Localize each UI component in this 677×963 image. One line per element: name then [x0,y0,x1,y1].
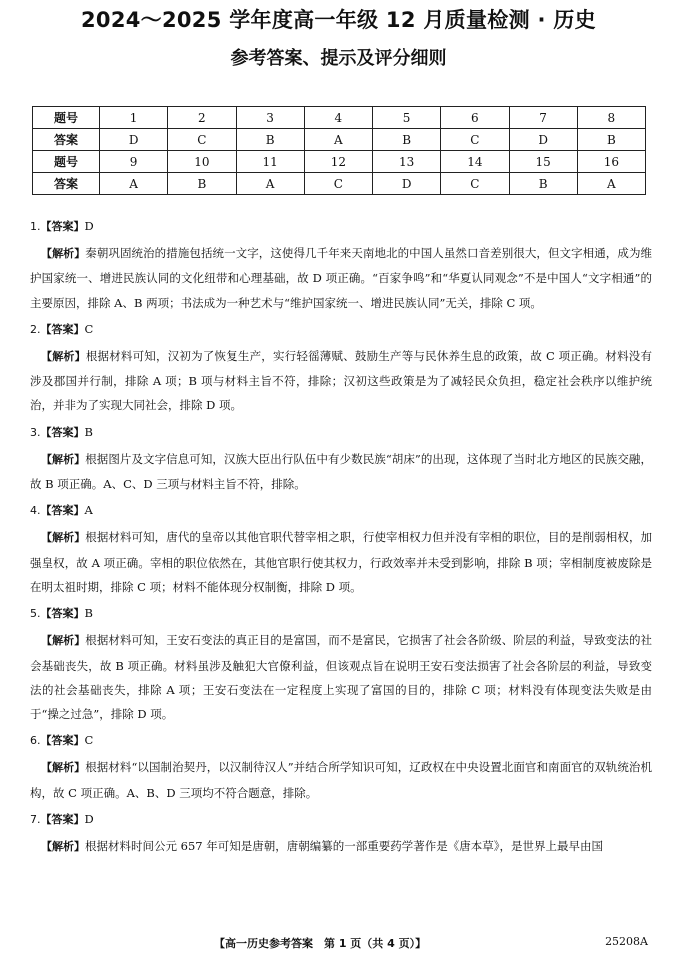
question-item [30,732,652,805]
answer-value: C [84,733,94,748]
explanation-tag: 【解析】 [41,634,86,648]
table-cell: B [373,129,441,151]
answer-table-row [33,173,646,195]
explanation-text: 根据材料“以国制治契丹，以汉制待汉人”并结合所学知识可知，辽政权在中央设置北面官和南面官的双轨统治机构，故 C 项正确。A、B、D 三项均不符合题意，排除。 [30,760,652,800]
explanation [30,628,652,726]
explanation-text: 根据材料可知，汉初为了恢复生产，实行轻徭薄赋、鼓励生产等与民休养生息的政策，故 C 项正确。材料没有涉及郡国并行制，排除 A 项；B 项与材料主旨不符，排除；汉初这些政策是为了减轻民众负担，稳定社会秩序以维护统治，并非为了实现大同社会，排除 D 项。 [30,348,653,413]
table-cell: 14 [441,151,509,173]
row-header: 题号 [33,151,100,173]
answer-table-row [33,151,646,173]
question-item [30,424,652,497]
footer-code: 25208A [605,935,648,948]
table-cell: A [304,129,372,151]
table-cell: 6 [441,107,509,129]
table-cell: B [168,173,236,195]
row-header: 题号 [33,107,100,129]
answer-tag: 【答案】 [40,220,85,233]
explanation-text: 根据材料时间公元 657 年可知是唐朝，唐朝编纂的一部重要药学著作是《唐本草》，是世界上最早由国 [85,839,604,854]
question-number: 7. [30,813,41,827]
question-item [30,321,652,418]
table-cell: C [168,129,236,151]
question-number: 1. [30,220,41,233]
answer-tag: 【答案】 [40,322,85,336]
answer-table-row [33,129,646,151]
table-cell: 10 [168,151,236,173]
table-cell: 1 [100,107,168,129]
table-cell: 15 [509,151,577,173]
answer-value: B [84,424,93,439]
question-item [30,502,652,599]
explanation-tag: 【解析】 [41,452,86,466]
answer-value: D [84,219,94,233]
answer-line [30,424,652,441]
answer-tag: 【答案】 [40,504,85,518]
table-cell: 3 [236,107,304,129]
explanation-tag: 【解析】 [41,840,85,854]
table-cell: 16 [577,151,645,173]
explanation-tag: 【解析】 [41,761,86,775]
answer-line [30,732,652,749]
question-number: 3. [30,425,41,439]
explanation-tag: 【解析】 [41,349,86,363]
answer-tag: 【答案】 [40,425,85,439]
explanation-tag: 【解析】 [41,531,86,545]
explanation-list [30,218,652,865]
table-cell: C [304,173,372,195]
explanation-text: 根据材料可知，唐代的皇帝以其他官职代替宰相之职，行使宰相权力但并没有宰相的职位，目的是削弱相权，加强皇权，故 A 项正确。宰相的职位依然在，其他官职行使其权力，行政效率并未受到影响，排除 B 项；宰相制度被废除是在明太祖时期，排除 C 项；材料不能体现分权制衡，排除 D 项。 [30,530,653,594]
explanation [30,241,652,315]
question-item [30,218,652,315]
table-cell: 4 [304,107,372,129]
question-number: 6. [30,734,41,748]
question-item [30,811,652,859]
answer-tag: 【答案】 [40,734,85,748]
table-cell: 9 [100,151,168,173]
answer-line [30,218,652,235]
explanation [30,447,652,497]
table-cell: 13 [373,151,441,173]
table-cell: 2 [168,107,236,129]
explanation-text: 秦朝巩固统治的措施包括统一文字，这使得几千年来天南地北的中国人虽然口音差别很大，但文字相通，成为维护国家统一、增进民族认同的文化纽带和心理基础，故 D 项正确。“百家争鸣”和“华夏认同观念”不是中国人“文字相通”的主要原因，排除 A、B 两项；书法成为一种艺术与“维护国家统一、增进民族认同”无关，排除 C 项。 [30,246,653,310]
table-cell: B [577,129,645,151]
explanation-text: 根据材料可知，王安石变法的真正目的是富国，而不是富民，它损害了社会各阶级、阶层的利益，导致变法的社会基础丧失，故 B 项正确。材料虽涉及触犯大官僚利益，但该观点旨在说明王安石变法损害了社会各阶层的利益，导致变法的社会基础丧失，排除 A 项；王安石变法在一定程度上实现了富国的目的，排除 C 项；材料没有体现变法失败是由于“操之过急”，排除 D 项。 [30,633,653,722]
table-cell: A [100,173,168,195]
table-cell: C [441,173,509,195]
answer-table [32,106,646,195]
table-cell: 7 [509,107,577,129]
explanation [30,755,652,805]
answer-value: B [84,606,93,621]
answer-table-row [33,107,646,129]
question-number: 4. [30,504,41,518]
table-cell: B [236,129,304,151]
answer-value: A [84,503,93,518]
answer-line [30,321,652,338]
page-title: 2024～2025 学年度高一年级 12 月质量检测 · 历史 [81,8,596,32]
table-cell: 5 [373,107,441,129]
table-cell: 12 [304,151,372,173]
table-cell: 8 [577,107,645,129]
table-cell: D [509,129,577,151]
table-cell: A [577,173,645,195]
table-cell: A [236,173,304,195]
question-number: 5. [30,607,41,621]
footer-page-info: 【高一历史参考答案 第 1 页（共 4 页）】 [214,937,427,950]
row-header: 答案 [33,173,100,195]
answer-tag: 【答案】 [40,813,85,827]
answer-value: D [84,812,94,827]
table-cell: 11 [236,151,304,173]
table-cell: D [373,173,441,195]
question-item [30,605,652,726]
explanation [30,525,652,599]
page-subtitle: 参考答案、提示及评分细则 [230,48,447,69]
explanation-tag: 【解析】 [41,247,86,260]
explanation [30,834,652,859]
answer-line [30,502,652,519]
table-cell: D [100,129,168,151]
explanation-text: 根据图片及文字信息可知，汉族大臣出行队伍中有少数民族“胡床”的出现，这体现了当时北方地区的民族交融，故 B 项正确。A、C、D 三项与材料主旨不符，排除。 [30,451,652,492]
explanation [30,344,652,418]
row-header: 答案 [33,129,100,151]
answer-value: C [84,321,94,336]
table-cell: B [509,173,577,195]
question-number: 2. [30,322,41,336]
table-cell: C [441,129,509,151]
answer-line [30,811,652,828]
answer-tag: 【答案】 [40,607,85,621]
answer-line [30,605,652,622]
